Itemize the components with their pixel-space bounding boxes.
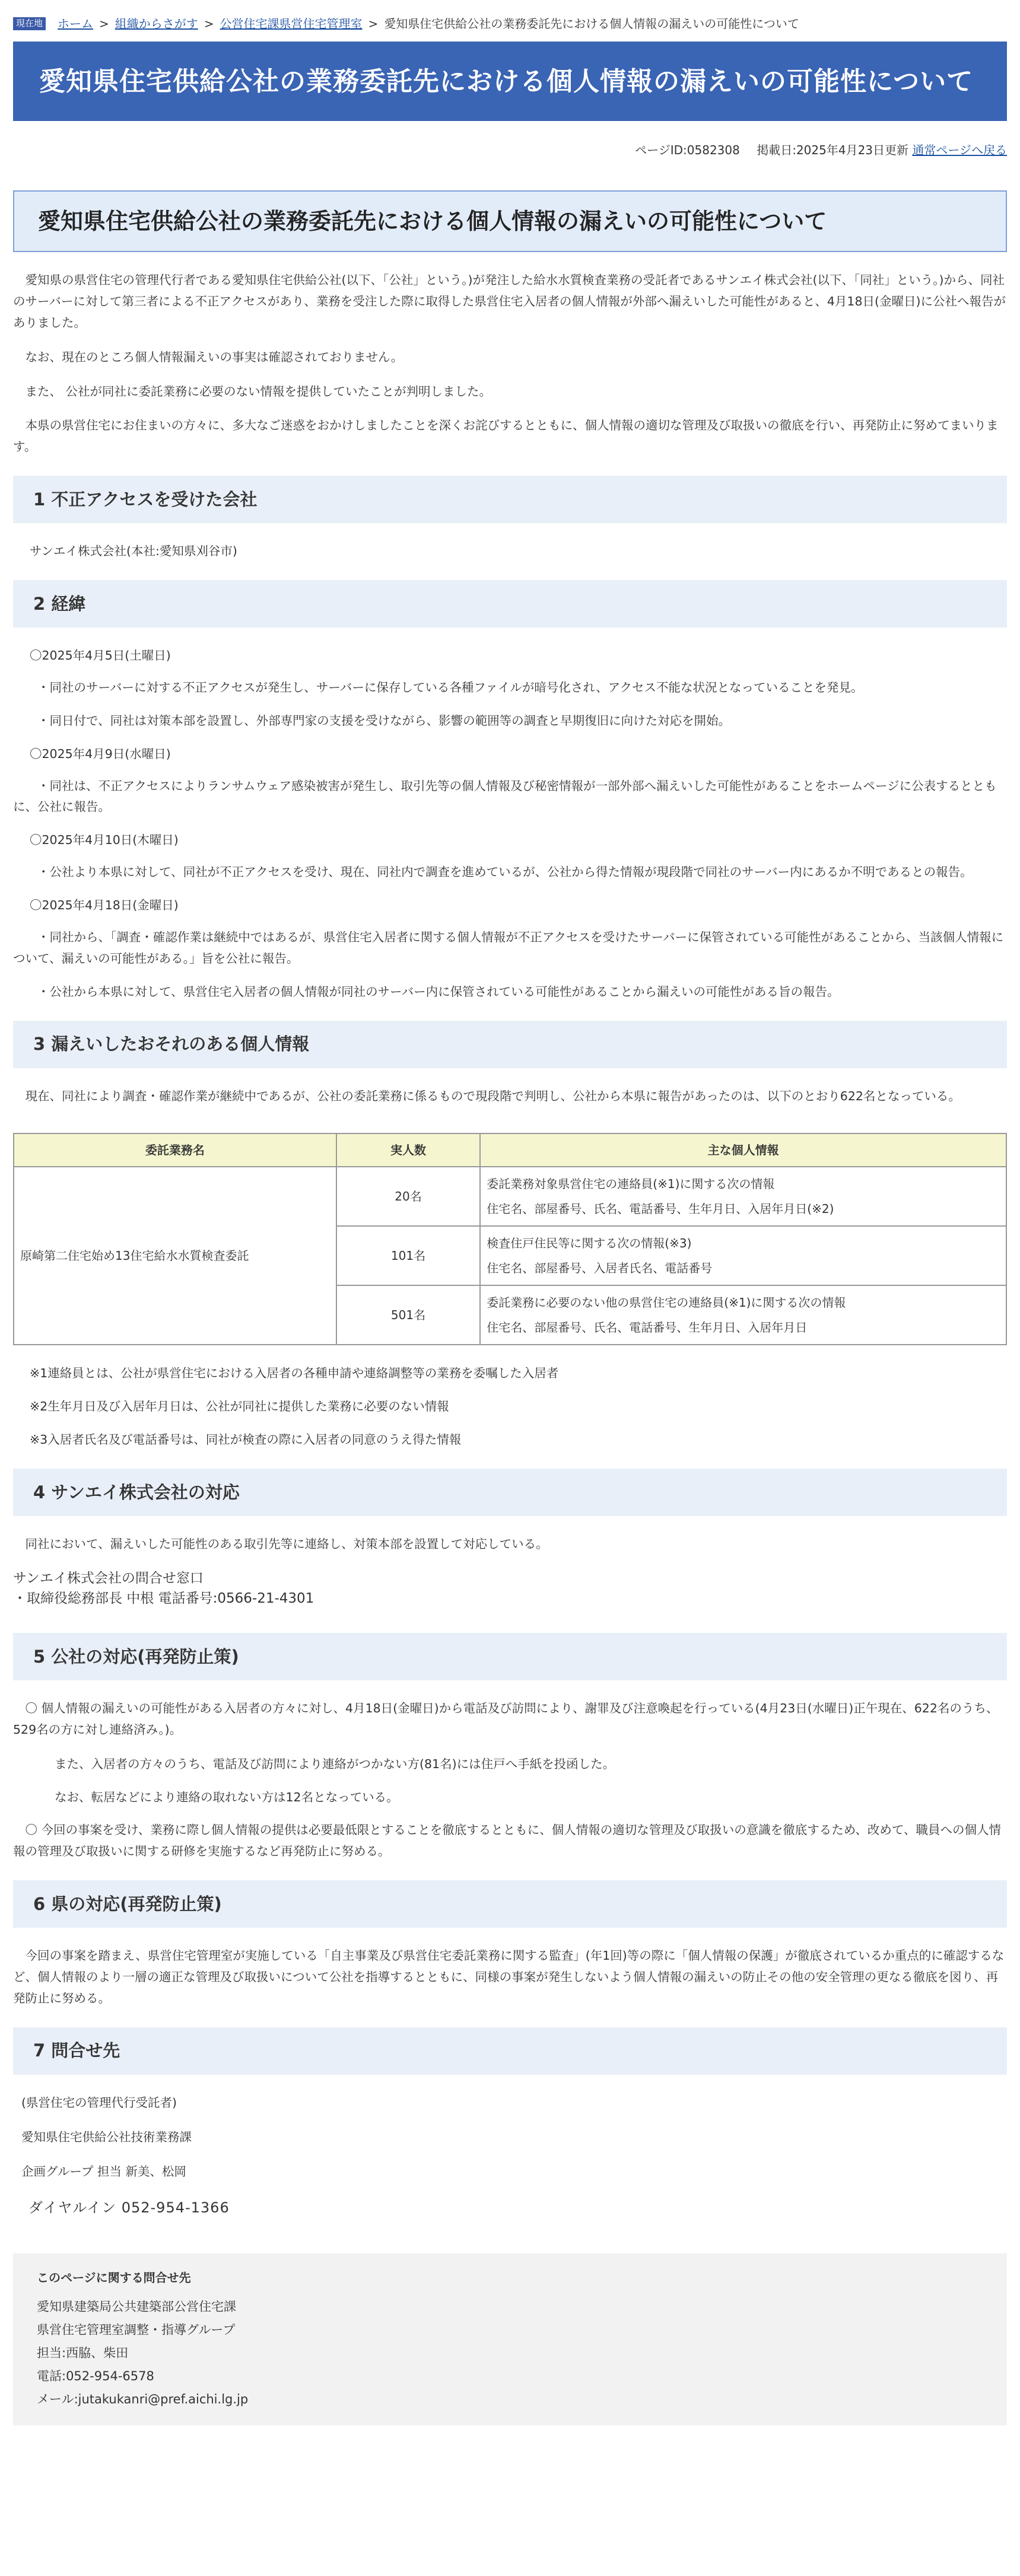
contact-line: 愛知県住宅供給公社技術業務課: [21, 2129, 192, 2144]
section-5-text: 〇 今回の事案を受け、業務に際し個人情報の提供は必要最低限とすることを徹底するとともに、個人情報の適切な管理及び取扱いの意識を徹底するため、改めて、職員への個人情報の管理及び取扱いに関する研修を実施するなど再発防止に努める。: [13, 1823, 1001, 1859]
section-heading-2: 2 経緯: [13, 580, 1007, 628]
publish-date: 掲載日:2025年4月23日更新: [757, 143, 909, 157]
timeline-item: ・同社は、不正アクセスによりランサムウェア感染被害が発生し、取引先等の個人情報及び秘密情報が一部外部へ漏えいした可能性があることをホームページに公表するとともに、公社に報告。: [13, 778, 997, 814]
info-line: 検査住戸住民等に関する次の情報(※3): [487, 1236, 692, 1251]
breadcrumb-separator: >: [368, 16, 379, 31]
inquiry-line: 県営住宅管理室調整・指導グループ: [37, 2323, 236, 2338]
intro-paragraph: なお、現在のところ個人情報漏えいの事実は確認されておりません。: [25, 349, 403, 364]
table-note: ※1連絡員とは、公社が県営住宅における入居者の各種申請や連絡調整等の業務を委嘱した入居者: [30, 1366, 559, 1381]
page-id: ページID:0582308: [635, 143, 740, 157]
inquiry-title: このページに関する問合せ先: [37, 2271, 191, 2285]
inquiry-line: 愛知県建築局公共建築部公営住宅課: [37, 2300, 236, 2314]
info-cell: [480, 1285, 1006, 1345]
info-cell: [480, 1226, 1006, 1285]
company-contact-title: サンエイ株式会社の問合せ窓口: [13, 1570, 204, 1586]
timeline-item: ・同日付で、同社は対策本部を設置し、外部専門家の支援を受けながら、影響の範囲等の調査と早期復旧に向けた対応を開始。: [37, 713, 731, 728]
section-heading-6: 6 県の対応(再発防止策): [13, 1880, 1007, 1928]
inquiry-line: 電話:052-954-6578: [37, 2368, 154, 2383]
count-cell: 501名: [336, 1285, 481, 1345]
count-cell: 101名: [336, 1226, 481, 1285]
section-3-text: 現在、同社により調査・確認作業が継続中であるが、公社の委託業務に係るもので現段階で判明し、公社から本県に報告があったのは、以下のとおり622名となっている。: [25, 1088, 961, 1103]
section-4-text: 同社において、漏えいした可能性のある取引先等に連絡し、対策本部を設置して対応している。: [25, 1537, 548, 1551]
table-row: [14, 1167, 1006, 1226]
info-line: 住宅名、部屋番号、氏名、電話番号、生年月日、入居年月日(※2): [487, 1202, 834, 1217]
section-heading-3: 3 漏えいしたおそれのある個人情報: [13, 1021, 1007, 1068]
section-6-text: 今回の事案を踏まえ、県営住宅管理室が実施している「自主事業及び県営住宅委託業務に関する監査」(年1回)等の際に「個人情報の保護」が徹底されているか重点的に確認するなど、個人情報のより一層の適正な管理及び取扱いについて公社を指導するとともに、同様の事案が発生しないよう個人情報の漏えいの防止その他の安全管理の更なる徹底を図り、再発防止に努める。: [13, 1948, 1005, 2005]
timeline-item: ・同社から、「調査・確認作業は継続中ではあるが、県営住宅入居者に関する個人情報が不正アクセスを受けたサーバーに保管されている可能性があることから、当該個人情報について、漏えいの可能性がある。」旨を公社に報告。: [13, 929, 1004, 966]
company-contact-person: ・取締役総務部長 中根 電話番号:0566-21-4301: [13, 1591, 314, 1607]
contact-phone: ダイヤルイン 052-954-1366: [28, 2199, 230, 2217]
table-header: 実人数: [336, 1133, 481, 1167]
breadcrumb-link-organization[interactable]: 組織からさがす: [115, 16, 198, 31]
table-header: 委託業務名: [14, 1133, 336, 1167]
table-note: ※3入居者氏名及び電話番号は、同社が検査の際に入居者の同意のうえ得た情報: [30, 1432, 462, 1447]
info-cell: [480, 1167, 1006, 1226]
breadcrumb-separator: >: [99, 16, 109, 31]
breadcrumb-current: 愛知県住宅供給公社の業務委託先における個人情報の漏えいの可能性について: [384, 16, 799, 31]
intro-paragraph: 本県の県営住宅にお住まいの方々に、多大なご迷惑をおかけしましたことを深くお詫びするとともに、個人情報の適切な管理及び取扱いの徹底を行い、再発防止に努めてまいります。: [13, 418, 999, 454]
current-location-badge: 現在地: [13, 17, 46, 30]
leaked-info-table: [13, 1133, 1007, 1345]
page-meta: [13, 140, 1007, 161]
table-note: ※2生年月日及び入居年月日は、公社が同社に提供した業務に必要のない情報: [30, 1399, 449, 1414]
contact-line: (県営住宅の管理代行受託者): [21, 2095, 177, 2110]
section-heading-5: 5 公社の対応(再発防止策): [13, 1633, 1007, 1680]
section-5-text: なお、転居などにより連絡の取れない方は12名となっている。: [55, 1789, 399, 1804]
table-header: 主な個人情報: [480, 1133, 1006, 1167]
timeline-date: 〇2025年4月10日(木曜日): [30, 833, 179, 848]
section-5-text: 〇 個人情報の漏えいの可能性がある入居者の方々に対し、4月18日(金曜日)から電話及び訪問により、謝罪及び注意喚起を行っている(4月23日(水曜日)正午現在、622名のうち、529名の方に対し連絡済み。)。: [13, 1701, 999, 1737]
timeline-item: ・公社より本県に対して、同社が不正アクセスを受け、現在、同社内で調査を進めているが、公社から得た情報が現段階で同社のサーバー内にあるか不明であるとの報告。: [37, 865, 973, 880]
info-line: 住宅名、部屋番号、入居者氏名、電話番号: [487, 1261, 713, 1276]
company-contact: [13, 1568, 1007, 1609]
info-line: 住宅名、部屋番号、氏名、電話番号、生年月日、入居年月日: [487, 1320, 808, 1335]
article-heading: 愛知県住宅供給公社の業務委託先における個人情報の漏えいの可能性について: [13, 190, 1007, 252]
section-heading-1: 1 不正アクセスを受けた会社: [13, 476, 1007, 523]
inquiry-line: 担当:西脇、柴田: [37, 2346, 129, 2361]
timeline-item: ・公社から本県に対して、県営住宅入居者の個人情報が同社のサーバー内に保管されている可能性があることから漏えいの可能性がある旨の報告。: [37, 984, 840, 999]
breadcrumb: [13, 13, 1007, 34]
breadcrumb-link-home[interactable]: ホーム: [58, 16, 94, 31]
timeline-item: ・同社のサーバーに対する不正アクセスが発生し、サーバーに保存している各種ファイルが暗号化され、アクセス不能な状況となっていることを発見。: [37, 680, 863, 695]
count-cell: 20名: [336, 1167, 481, 1226]
inquiry-email[interactable]: メール:jutakukanri@pref.aichi.lg.jp: [37, 2392, 249, 2406]
section-heading-4: 4 サンエイ株式会社の対応: [13, 1469, 1007, 1516]
intro-paragraph: また、 公社が同社に委託業務に必要のない情報を提供していたことが判明しました。: [25, 384, 492, 399]
section-5-text: また、入居者の方々のうち、電話及び訪問により連絡がつかない方(81名)には住戸へ手紙を投函した。: [55, 1756, 615, 1771]
timeline-date: 〇2025年4月9日(水曜日): [30, 746, 171, 761]
task-name-cell: 原崎第二住宅始め13住宅給水水質検査委託: [14, 1167, 336, 1345]
breadcrumb-link-department[interactable]: 公営住宅課県営住宅管理室: [220, 16, 363, 31]
breadcrumb-separator: >: [204, 16, 214, 31]
intro-paragraph: 愛知県の県営住宅の管理代行者である愛知県住宅供給公社(以下、「公社」という。)が発注した給水水質検査業務の受託者であるサンエイ株式会社(以下、「同社」という。)から、同社のサーバーに対して第三者による不正アクセスがあり、業務を受注した際に取得した県営住宅入居者の個人情報が外部へ漏えいした可能性があると、4月18日(金曜日)に公社へ報告がありました。: [13, 273, 1006, 330]
page-title: 愛知県住宅供給公社の業務委託先における個人情報の漏えいの可能性について: [13, 42, 1007, 121]
section-heading-7: 7 問合せ先: [13, 2027, 1007, 2075]
inquiry-box: [13, 2253, 1007, 2425]
back-to-normal-page-link[interactable]: 通常ページへ戻る: [912, 143, 1007, 157]
info-line: 委託業務対象県営住宅の連絡員(※1)に関する次の情報: [487, 1177, 775, 1192]
contact-line: 企画グループ 担当 新美、松岡: [21, 2164, 186, 2179]
timeline-date: 〇2025年4月5日(土曜日): [30, 648, 171, 663]
company-name: サンエイ株式会社(本社:愛知県刈谷市): [30, 544, 237, 559]
timeline-date: 〇2025年4月18日(金曜日): [30, 898, 179, 912]
info-line: 委託業務に必要のない他の県営住宅の連絡員(※1)に関する次の情報: [487, 1295, 846, 1310]
